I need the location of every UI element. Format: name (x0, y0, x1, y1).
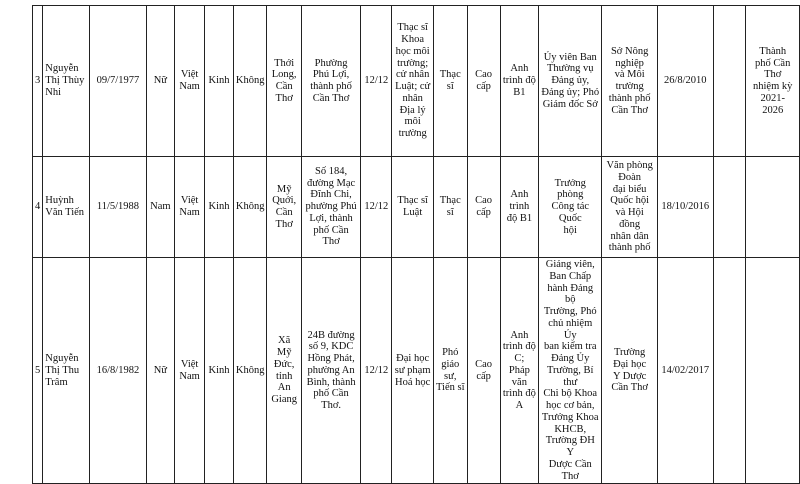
cell-political-theory: Cao cấp (467, 258, 500, 484)
table-row (33, 6, 800, 157)
cell-ethnicity: Kinh (205, 258, 234, 484)
cell-na-deputy (713, 157, 746, 258)
cell-workplace: Sở Nông nghiệp và Môi trường thành phố Cần Thơ (602, 6, 658, 157)
cell-council-deputy (746, 258, 800, 484)
cell-party-join-date: 18/10/2016 (657, 157, 713, 258)
cell-position: Trưởng phòng Công tác Quốc hội (539, 157, 602, 258)
cell-general-education: 12/12 (361, 6, 392, 157)
cell-specialization: Thạc sĩ Khoa học môi trường; cử nhân Luật; cử nhân Địa lý môi trường (392, 6, 434, 157)
cell-general-education: 12/12 (361, 258, 392, 484)
cell-party-join-date: 26/8/2010 (657, 6, 713, 157)
cell-birth-date: 11/5/1988 (90, 157, 146, 258)
cell-academic-degree: Thạc sĩ (433, 157, 467, 258)
cell-specialization: Đại học sư phạm Hoá học (392, 258, 434, 484)
cell-workplace: Văn phòng Đoàn đại biểu Quốc hội và Hội đồng nhân dân thành phố (602, 157, 658, 258)
cell-political-theory: Cao cấp (467, 6, 500, 157)
cell-foreign-language: Anh trình độ B1 (500, 157, 538, 258)
cell-full-name: Nguyễn Thị Thùy Nhi (43, 6, 90, 157)
cell-birth-date: 16/8/1982 (90, 258, 146, 484)
cell-religion: Không (233, 6, 267, 157)
cell-hometown: Thới Long, Cần Thơ (267, 6, 301, 157)
cell-academic-degree: Phó giáo sư, Tiến sĩ (433, 258, 467, 484)
cell-workplace: Trường Đại học Y Dược Cần Thơ (602, 258, 658, 484)
cell-foreign-language: Anh trình độ B1 (500, 6, 538, 157)
cell-gender: Nữ (146, 6, 175, 157)
cell-gender: Nam (146, 157, 175, 258)
cell-stt: 3 (33, 6, 43, 157)
cell-residence: Phường Phú Lợi, thành phố Cần Thơ (301, 6, 360, 157)
cell-birth-date: 09/7/1977 (90, 6, 146, 157)
cell-nationality: Việt Nam (175, 258, 205, 484)
cell-foreign-language: Anh trình độ C; Pháp văn trình độ A (500, 258, 538, 484)
table-row (33, 258, 800, 484)
cell-hometown: Xã Mỹ Đức, tỉnh An Giang (267, 258, 301, 484)
cell-academic-degree: Thạc sĩ (433, 6, 467, 157)
cell-council-deputy (746, 157, 800, 258)
cell-position: Ủy viên Ban Thường vụ Đảng ủy, Đảng ủy; Phó Giám đốc Sở (539, 6, 602, 157)
cell-stt: 5 (33, 258, 43, 484)
cell-religion: Không (233, 258, 267, 484)
cell-position: Giảng viên, Ban Chấp hành Đảng bộ Trường, Phó chủ nhiệm Ủy ban kiểm tra Đảng Ủy Trường, Bí thư Chi bộ Khoa học cơ bản, Trưởng Khoa KHCB, Trường ĐH Y Dược Cần Thơ (539, 258, 602, 484)
cell-full-name: Huỳnh Văn Tiến (43, 157, 90, 258)
cell-nationality: Việt Nam (175, 157, 205, 258)
cell-stt: 4 (33, 157, 43, 258)
cell-residence: Số 184, đường Mạc Đĩnh Chi, phường Phú Lợi, thành phố Cần Thơ (301, 157, 360, 258)
cell-na-deputy (713, 258, 746, 484)
cell-ethnicity: Kinh (205, 6, 234, 157)
cell-nationality: Việt Nam (175, 6, 205, 157)
cell-specialization: Thạc sĩ Luật (392, 157, 434, 258)
cell-na-deputy (713, 6, 746, 157)
candidate-table (32, 5, 800, 484)
cell-gender: Nữ (146, 258, 175, 484)
cell-council-deputy: Thành phố Cần Thơ nhiệm kỳ 2021- 2026 (746, 6, 800, 157)
cell-residence: 24B đường số 9, KDC Hồng Phát, phường An Bình, thành phố Cần Thơ. (301, 258, 360, 484)
cell-political-theory: Cao cấp (467, 157, 500, 258)
cell-religion: Không (233, 157, 267, 258)
cell-ethnicity: Kinh (205, 157, 234, 258)
cell-hometown: Mỹ Quới, Cần Thơ (267, 157, 301, 258)
cell-full-name: Nguyễn Thị Thu Trâm (43, 258, 90, 484)
table-row (33, 157, 800, 258)
cell-party-join-date: 14/02/2017 (657, 258, 713, 484)
cell-general-education: 12/12 (361, 157, 392, 258)
